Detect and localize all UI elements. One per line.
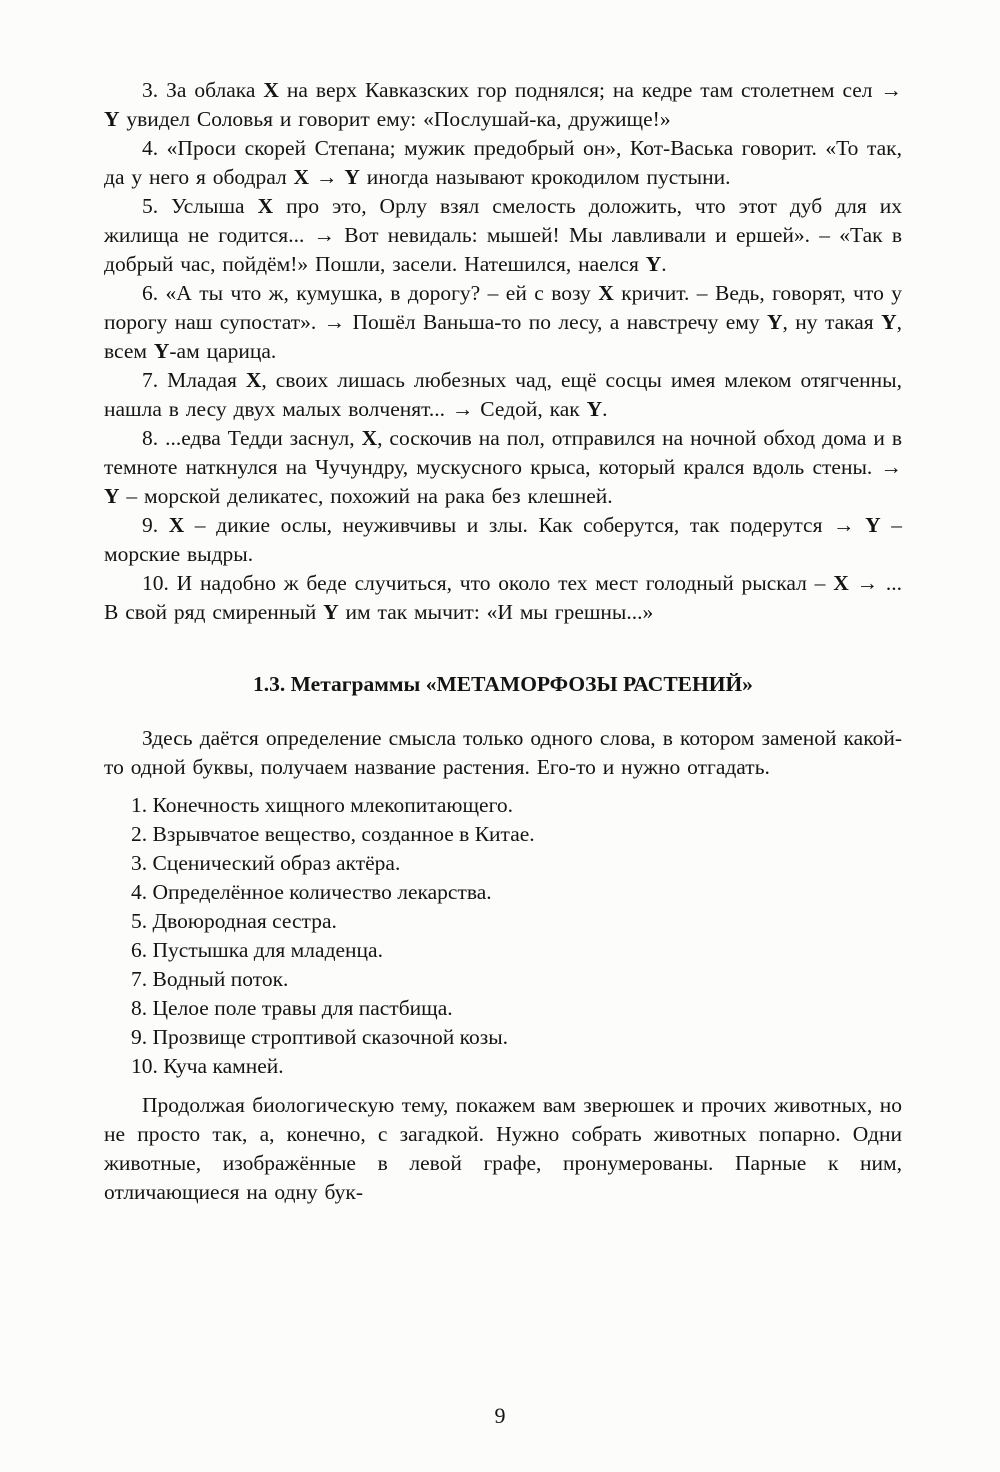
text-run: → xyxy=(309,165,345,189)
bold-letter: Y xyxy=(645,252,662,276)
bold-letter: X xyxy=(263,78,279,102)
text-run: 4. «Проси скорей Степана; мужик предобрый он», Кот-Васька говорит. «То так, да у него я ободрал xyxy=(104,136,902,189)
puzzle-paragraph xyxy=(104,134,902,192)
text-run: . xyxy=(661,252,667,276)
puzzle-paragraph xyxy=(104,366,902,424)
bold-letter: X xyxy=(833,571,849,595)
definition-item: 1. Конечность хищного млекопитающего. xyxy=(131,793,513,817)
bold-letter: Y xyxy=(865,513,881,537)
text-run: им так мычит: «И мы грешны...» xyxy=(338,600,654,624)
bold-letter: Y xyxy=(153,339,170,363)
bold-letter: Y xyxy=(104,484,120,508)
puzzle-paragraph xyxy=(104,76,902,134)
definition-item: 3. Сценический образ актёра. xyxy=(131,851,401,875)
text-run: на верх Кавказских гор поднялся; на кедре там столетнем сел → xyxy=(278,78,902,102)
bold-letter: X xyxy=(245,368,262,392)
definition-item: 6. Пустышка для младенца. xyxy=(131,938,383,962)
text-run: 7. Младая xyxy=(142,368,246,392)
definition-item: 7. Водный поток. xyxy=(131,967,289,991)
text-run: 9. xyxy=(142,513,169,537)
definition-item: 9. Прозвище строптивой сказочной козы. xyxy=(131,1025,509,1049)
puzzle-paragraph xyxy=(104,569,902,627)
page-number: 9 xyxy=(494,1403,506,1428)
text-run: 3. За облака xyxy=(142,78,264,102)
text-run: 8. ...едва Тедди заснул, xyxy=(142,426,362,450)
text-run: – морские выдры. xyxy=(104,513,902,566)
text-run: , всем xyxy=(104,310,902,363)
definition-item: 5. Двоюродная сестра. xyxy=(131,909,337,933)
text-run: . xyxy=(602,397,608,421)
text-run: увидел Соловья и говорит ему: «Послушай-ка, дружище!» xyxy=(119,107,671,131)
section-heading: 1.3. Метаграммы «МЕТАМОРФОЗЫ РАСТЕНИЙ» xyxy=(253,672,753,696)
definitions-list xyxy=(104,791,902,1081)
text-run: иногда называют крокодилом пустыни. xyxy=(359,165,731,189)
bold-letter: X xyxy=(293,165,310,189)
bold-letter: Y xyxy=(881,310,897,334)
puzzle-paragraph xyxy=(104,279,902,366)
definition-item: 4. Определённое количество лекарства. xyxy=(131,880,492,904)
text-run: 6. «А ты что ж, кумушка, в дорогу? – ей с возу xyxy=(142,281,599,305)
text-run: кричит. – Ведь, говорят, что у порогу наш супостат». → Пошёл Ваньша-то по лесу, а навстречу ему xyxy=(104,281,903,334)
section-outro-paragraph: Продолжая биологическую тему, покажем вам зверюшек и прочих животных, но не просто так, а, конечно, с загадкой. Нужно собрать животных попарно. Одни животные, изображённые в левой графе, пронумерованы. Парные к ним, отличающиеся на одну бук- xyxy=(104,1093,902,1204)
bold-letter: X xyxy=(168,513,185,537)
page-footer xyxy=(0,1404,1000,1428)
bold-letter: Y xyxy=(586,397,603,421)
bold-letter: Y xyxy=(104,107,120,131)
bold-letter: X xyxy=(257,194,274,218)
bold-letter: Y xyxy=(767,310,783,334)
text-run: 5. Услыша xyxy=(142,194,258,218)
bold-letter: Y xyxy=(323,600,339,624)
section-intro-paragraph: Здесь даётся определение смысла только одного слова, в котором заменой какой-то одной буквы, получаем название растения. Его-то и нужно отгадать. xyxy=(104,726,902,779)
metagram-puzzles xyxy=(104,76,902,627)
bold-letter: Y xyxy=(344,165,360,189)
text-run: 10. И надобно ж беде случиться, что около тех мест голодный рыскал – xyxy=(142,571,834,595)
text-run: -ам царица. xyxy=(169,339,277,363)
definition-item: 8. Целое поле травы для пастбища. xyxy=(131,996,453,1020)
text-run: → ... В свой ряд смиренный xyxy=(104,571,903,624)
puzzle-paragraph xyxy=(104,511,902,569)
bold-letter: X xyxy=(361,426,378,450)
text-run: , ну такая xyxy=(782,310,882,334)
bold-letter: X xyxy=(598,281,614,305)
definition-item: 10. Куча камней. xyxy=(131,1054,284,1078)
text-run: про это, Орлу взял смелость доложить, что этот дуб для их жилища не годится... → Вот невидаль: мышей! Мы лавливали и ершей». – «Так в добрый час, пойдём!» Пошли, засели. Натешился, наелся xyxy=(104,194,902,276)
text-run: , своих лишась любезных чад, ещё сосцы имея млеком отягченны, нашла в лесу двух малых волченят... → Седой, как xyxy=(104,368,902,421)
text-run: , соскочив на пол, отправился на ночной обход дома и в темноте наткнулся на Чучундру, мускусного крыса, который крался вдоль стены. → xyxy=(104,426,903,479)
text-run: – дикие ослы, неуживчивы и злы. Как соберутся, так подерутся → xyxy=(184,513,866,537)
text-run: – морской деликатес, похожий на рака без клешней. xyxy=(119,484,613,508)
puzzle-paragraph xyxy=(104,192,902,279)
puzzle-paragraph xyxy=(104,424,902,511)
definition-item: 2. Взрывчатое вещество, созданное в Китае. xyxy=(131,822,535,846)
